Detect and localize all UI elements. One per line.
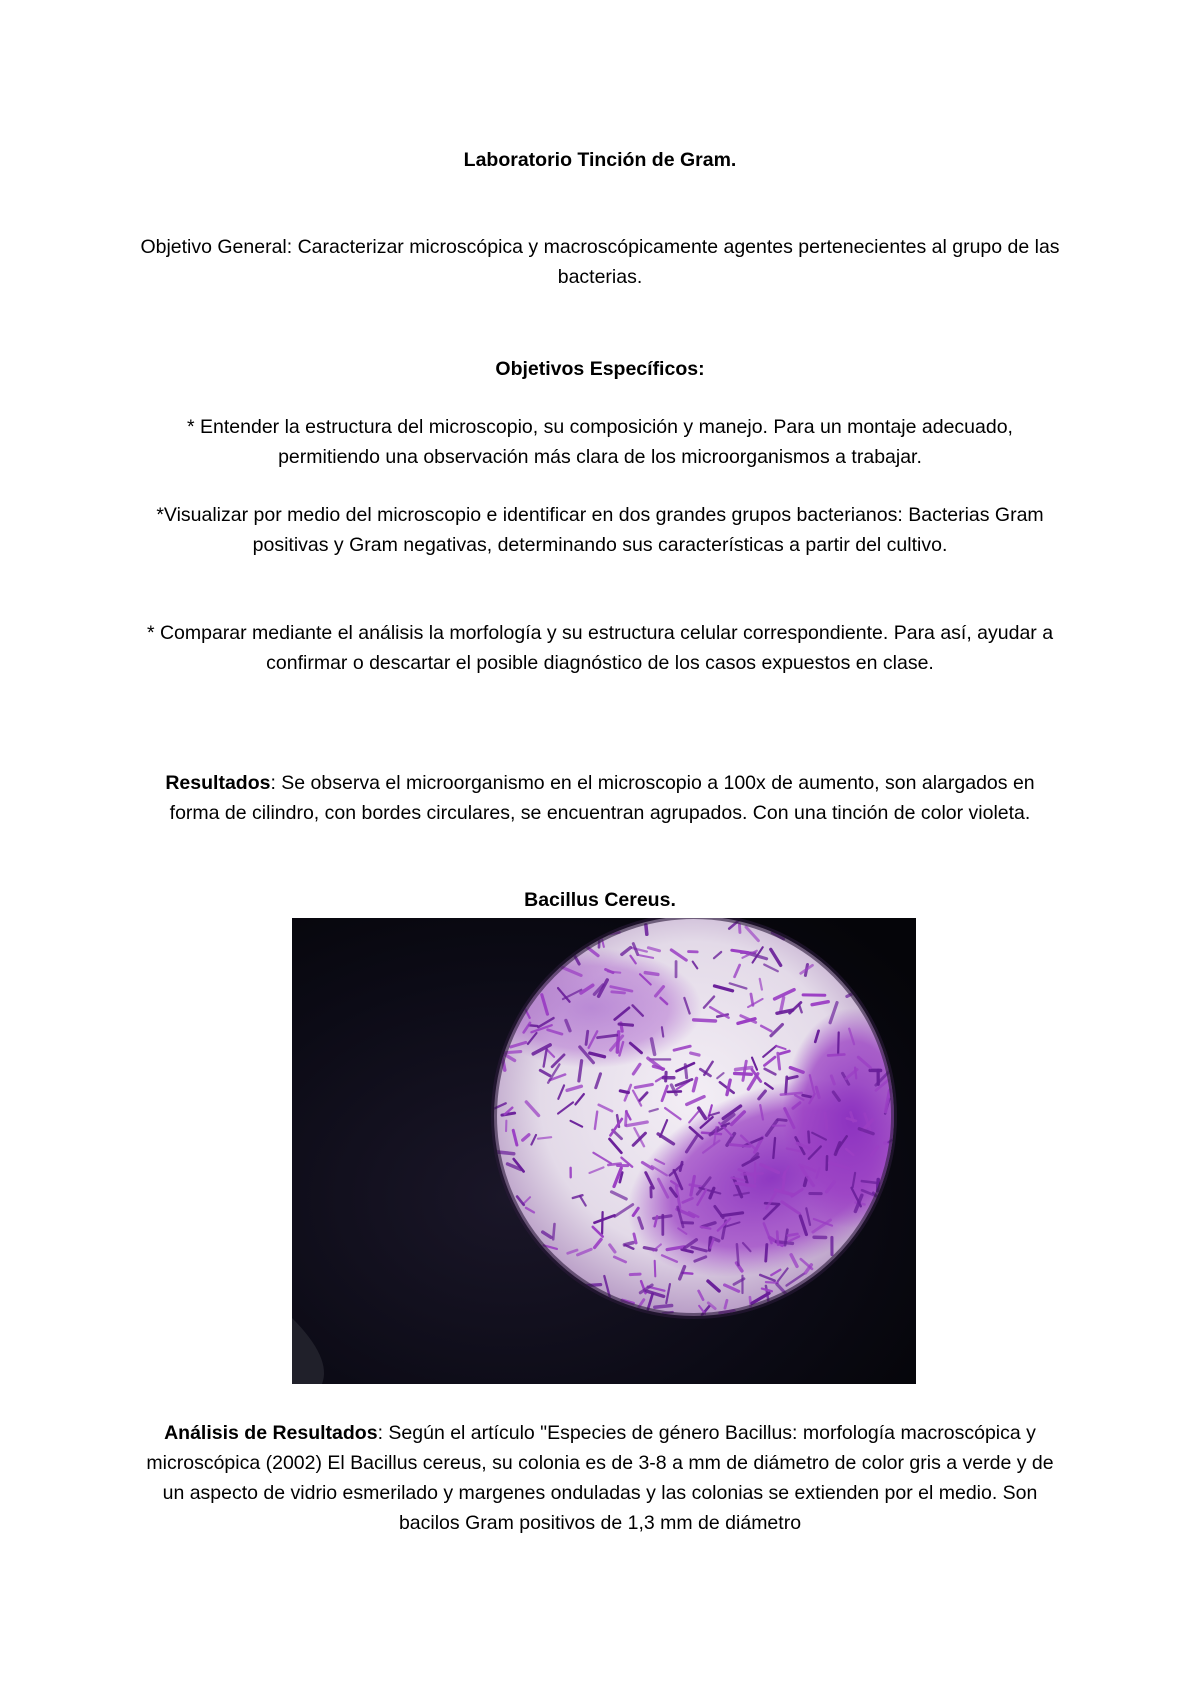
bacterium-rod [778, 1120, 786, 1121]
bacterium-rod [646, 925, 647, 934]
analysis-label: Análisis de Resultados [164, 1422, 378, 1444]
objective-item-2: *Visualizar por medio del microscopio e identificar en dos grandes grupos bacterianos: Bacterias Gram positivas y Gram negativas, determinando sus características a partir del cultivo. [156, 504, 1044, 556]
bacterium-rod [803, 1095, 811, 1097]
bacterium-rod [778, 1053, 780, 1069]
objective-item-1: * Entender la estructura del microscopio, su composición y manejo. Para un montaje adecuado, permitiendo una observación más clara de los microorganismos a trabajar. [187, 416, 1013, 468]
bacterium-rod [612, 992, 625, 993]
bacterium-rod [620, 1091, 628, 1093]
analysis-text: : Según el artículo "Especies de género Bacillus: morfología macroscópica y microscópica (2002) El Bacillus cereus, su colonia es de 3-8 a mm de diámetro de color gris a verde y de un aspecto de vidrio esmerilado y margenes onduladas y las colonias se extienden por el medio. Son bacilos Gram positivos de 1,3 mm de diámetro [146, 1422, 1054, 1534]
bacterium-rod [828, 1054, 844, 1055]
bacterium-rod [538, 1137, 551, 1138]
general-objective: Objetivo General: Caracterizar microscópica y macroscópicamente agentes pertenecientes al grupo de las bacterias. [140, 236, 1060, 288]
figure-caption: Bacillus Cereus. [524, 889, 676, 911]
bacterium-rod [765, 1203, 778, 1204]
bacterium-rod [777, 1232, 778, 1245]
bacterium-rod [655, 1261, 656, 1277]
document-title: Laboratorio Tinción de Gram. [463, 149, 737, 171]
bacterium-rod [553, 1224, 554, 1239]
analysis-paragraph [140, 1418, 1060, 1538]
bacterium-rod [645, 973, 658, 975]
bacterium-rod [788, 1234, 797, 1236]
bacterium-rod [694, 1020, 716, 1021]
bacterium-rod [825, 1113, 827, 1129]
bacterium-rod [766, 1245, 767, 1262]
bacterium-rod [608, 971, 620, 972]
bacterium-rod [786, 1077, 787, 1094]
microscope-photo [292, 918, 916, 1384]
bacterium-rod [735, 1073, 752, 1074]
bacterium-rod [737, 1244, 739, 1265]
bacterium-rod [742, 1173, 763, 1174]
results-label: Resultados [165, 772, 271, 794]
bacterium-rod [691, 1053, 699, 1055]
bacterium-rod [808, 1132, 809, 1143]
results-text: : Se observa el microorganismo en el microscopio a 100x de aumento, son alargados en forma de cilindro, con bordes circulares, se encuentran agrupados. Con una tinción de color violeta. [169, 772, 1035, 824]
bacterium-rod [529, 1025, 537, 1026]
bacterium-rod [766, 1282, 778, 1283]
bacterium-rod [781, 1093, 802, 1095]
objective-item-3: * Comparar mediante el análisis la morfología y su estructura celular correspondiente. Para así, ayudar a confirmar o descartar el posible diagnóstico de los casos expuestos en clase. [146, 622, 1054, 674]
bacterium-rod [838, 1032, 839, 1054]
bacterium-rod [725, 1300, 727, 1308]
bacterium-rod [739, 924, 740, 932]
bacterium-rod [619, 1024, 632, 1025]
bacterium-rod [730, 1145, 750, 1147]
microscope-view-image [292, 918, 916, 1384]
bacterium-rod [602, 1212, 603, 1233]
specific-objectives-heading: Objetivos Específicos: [495, 358, 705, 380]
bacterium-rod [805, 1178, 807, 1186]
bacterium-rod [680, 1162, 682, 1170]
bacterium-rod [682, 1273, 692, 1274]
results-paragraph [140, 768, 1060, 828]
bacterium-rod [662, 1027, 663, 1036]
bacterium-rod [655, 1306, 672, 1308]
bacterium-rod [586, 1031, 588, 1044]
